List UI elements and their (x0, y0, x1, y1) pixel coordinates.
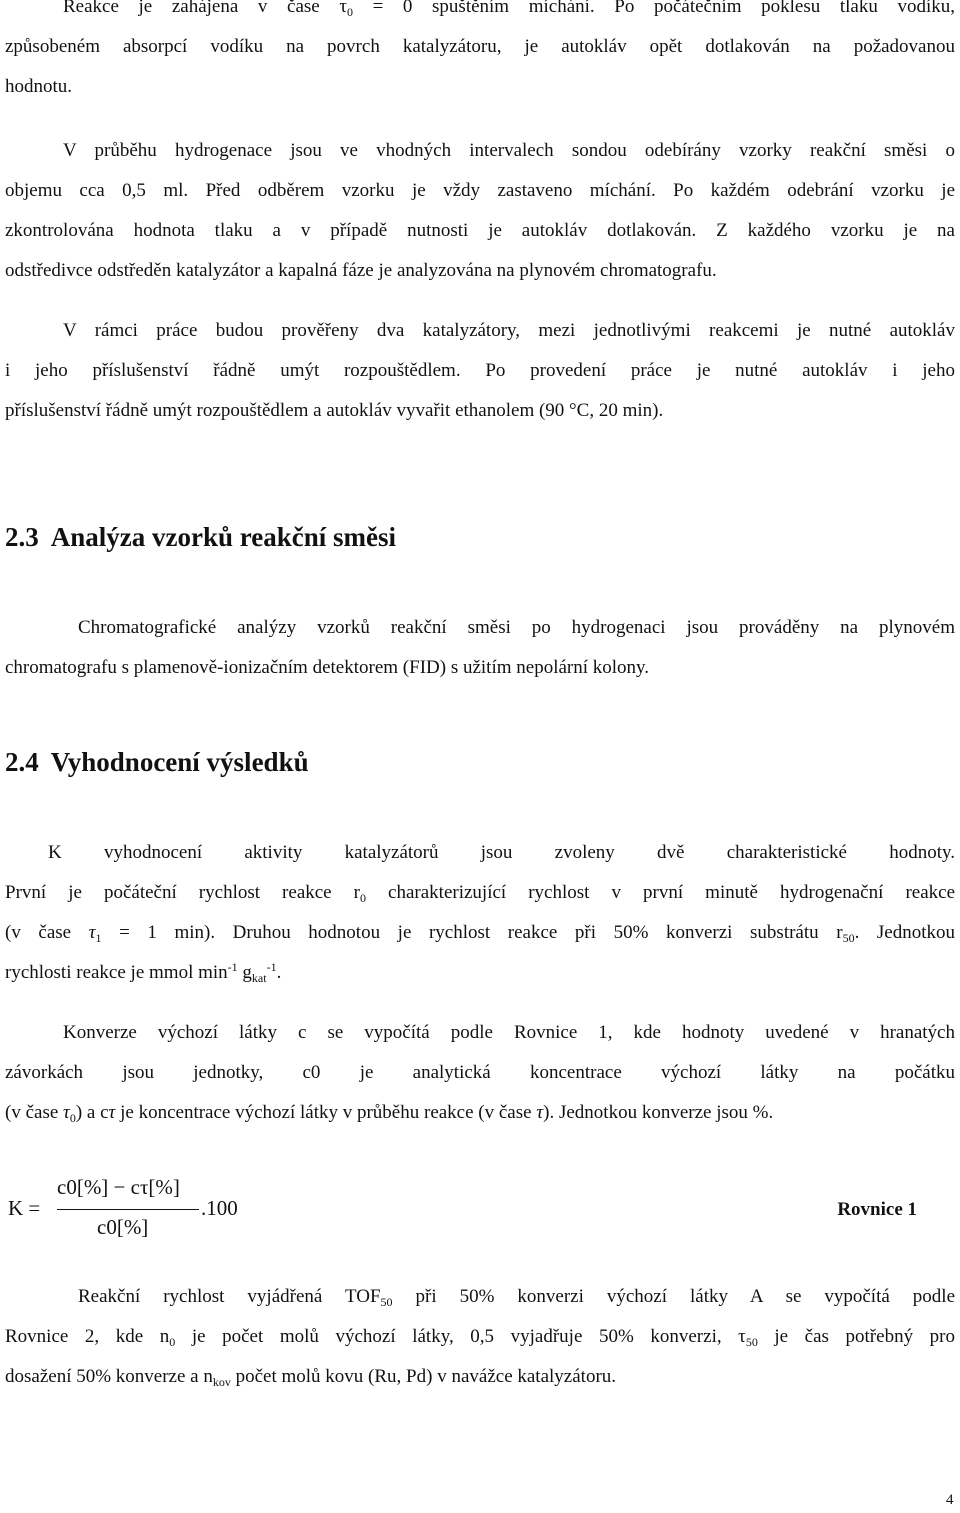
paragraph-5-line-2: První je počáteční rychlost reakce $r_0$ charakterizující rychlost v první minutě hydrogenační reakce (5, 882, 955, 905)
equation-denominator: c0[%] (97, 1215, 149, 1239)
paragraph-2-line-1: V průběhu hydrogenace jsou ve vhodných intervalech sondou odebírány vzorky reakční směsi o (63, 140, 955, 161)
paragraph-2-line-4: odstředivce odstředěn katalyzátor a kapalná fáze je analyzována na plynovém chromatografu. (5, 260, 717, 281)
paragraph-5-line-1: K vyhodnocení aktivity katalyzátorů jsou zvoleny dvě charakteristické hodnoty. (48, 842, 955, 863)
paragraph-4-line-2: chromatografu s plamenově-ionizačním detektorem (FID) s užitím nepolární kolony. (5, 657, 650, 678)
equation-rovnice-1 (5, 1175, 955, 1255)
fraction-bar (57, 1209, 199, 1210)
paragraph-7-line-3: dosažení 50% konverze a $n_{kov}$ počet molů kovu (Ru, Pd) v navážce katalyzátoru. (5, 1366, 617, 1389)
paragraph-6-line-2: závorkách jsou jednotky, c0 je analytická koncentrace výchozí látky na počátku (5, 1062, 955, 1083)
section-heading-2-3: 2.3 Analýza vzorků reakční směsi (5, 522, 396, 552)
equation-factor: .100 (201, 1196, 238, 1220)
paragraph-3-line-3: příslušenství řádně umýt rozpouštědlem a autokláv vyvařit ethanolem (90 °C, 20 min). (5, 400, 664, 421)
paragraph-2-line-2: objemu cca 0,5 ml. Před odběrem vzorku je vždy zastaveno míchání. Po každém odebrání vzorku je (5, 180, 955, 201)
paragraph-6-line-1: Konverze výchozí látky c se vypočítá podle Rovnice 1, kde hodnoty uvedené v hranatých (63, 1022, 955, 1043)
paragraph-1-line-3: hodnotu. (5, 76, 73, 97)
section-heading-2-4: 2.4 Vyhodnocení výsledků (5, 747, 309, 777)
paragraph-1-line-2: způsobeném absorpcí vodíku na povrch katalyzátoru, je autokláv opět dotlakován na požadovanou (5, 36, 955, 57)
paragraph-5-line-3: (v čase $\tau_1 = 1$ min). Druhou hodnotou je rychlost reakce při 50% konverzi substrátu $r_{50}$. Jednotkou (5, 922, 955, 945)
paragraph-1-line-1: Reakce je zahájena v čase $\tau_0 = 0$ spuštěním míchání. Po počátečním poklesu tlaku vodíku, (63, 0, 955, 19)
paragraph-4-line-1: Chromatografické analýzy vzorků reakční směsi po hydrogenaci jsou prováděny na plynovém (78, 617, 955, 638)
paragraph-5-line-4: rychlosti reakce je mmol $\min^{-1} g_{kat}^{-1}$. (5, 960, 282, 985)
equation-label: Rovnice 1 (837, 1199, 917, 1220)
paragraph-3-line-2: i jeho příslušenství řádně umýt rozpouštědlem. Po provedení práce je nutné autokláv i jeho (5, 360, 955, 381)
paragraph-3-line-1: V rámci práce budou prověřeny dva katalyzátory, mezi jednotlivými reakcemi je nutné autokláv (63, 320, 955, 341)
page-number: 4 (946, 1492, 954, 1508)
paragraph-6-line-3: (v čase $\tau_0$) a cτ je koncentrace výchozí látky v průběhu reakce (v čase τ). Jednotkou konverze jsou %. (5, 1102, 774, 1125)
equation-numerator: c0[%] − cτ[%] (57, 1175, 180, 1199)
equation-lhs: K = (8, 1196, 41, 1220)
paragraph-7-line-1: Reakční rychlost vyjádřená $TOF_{50}$ při 50% konverzi výchozí látky A se vypočítá podle (78, 1286, 955, 1309)
paragraph-2-line-3: zkontrolována hodnota tlaku a v případě nutnosti je autokláv dotlakován. Z každého vzorku je na (5, 220, 955, 241)
paragraph-7-line-2: Rovnice 2, kde $n_0$ je počet molů výchozí látky, 0,5 vyjadřuje 50% konverzi, $\tau_{50}$ je čas potřebný pro (5, 1326, 955, 1349)
